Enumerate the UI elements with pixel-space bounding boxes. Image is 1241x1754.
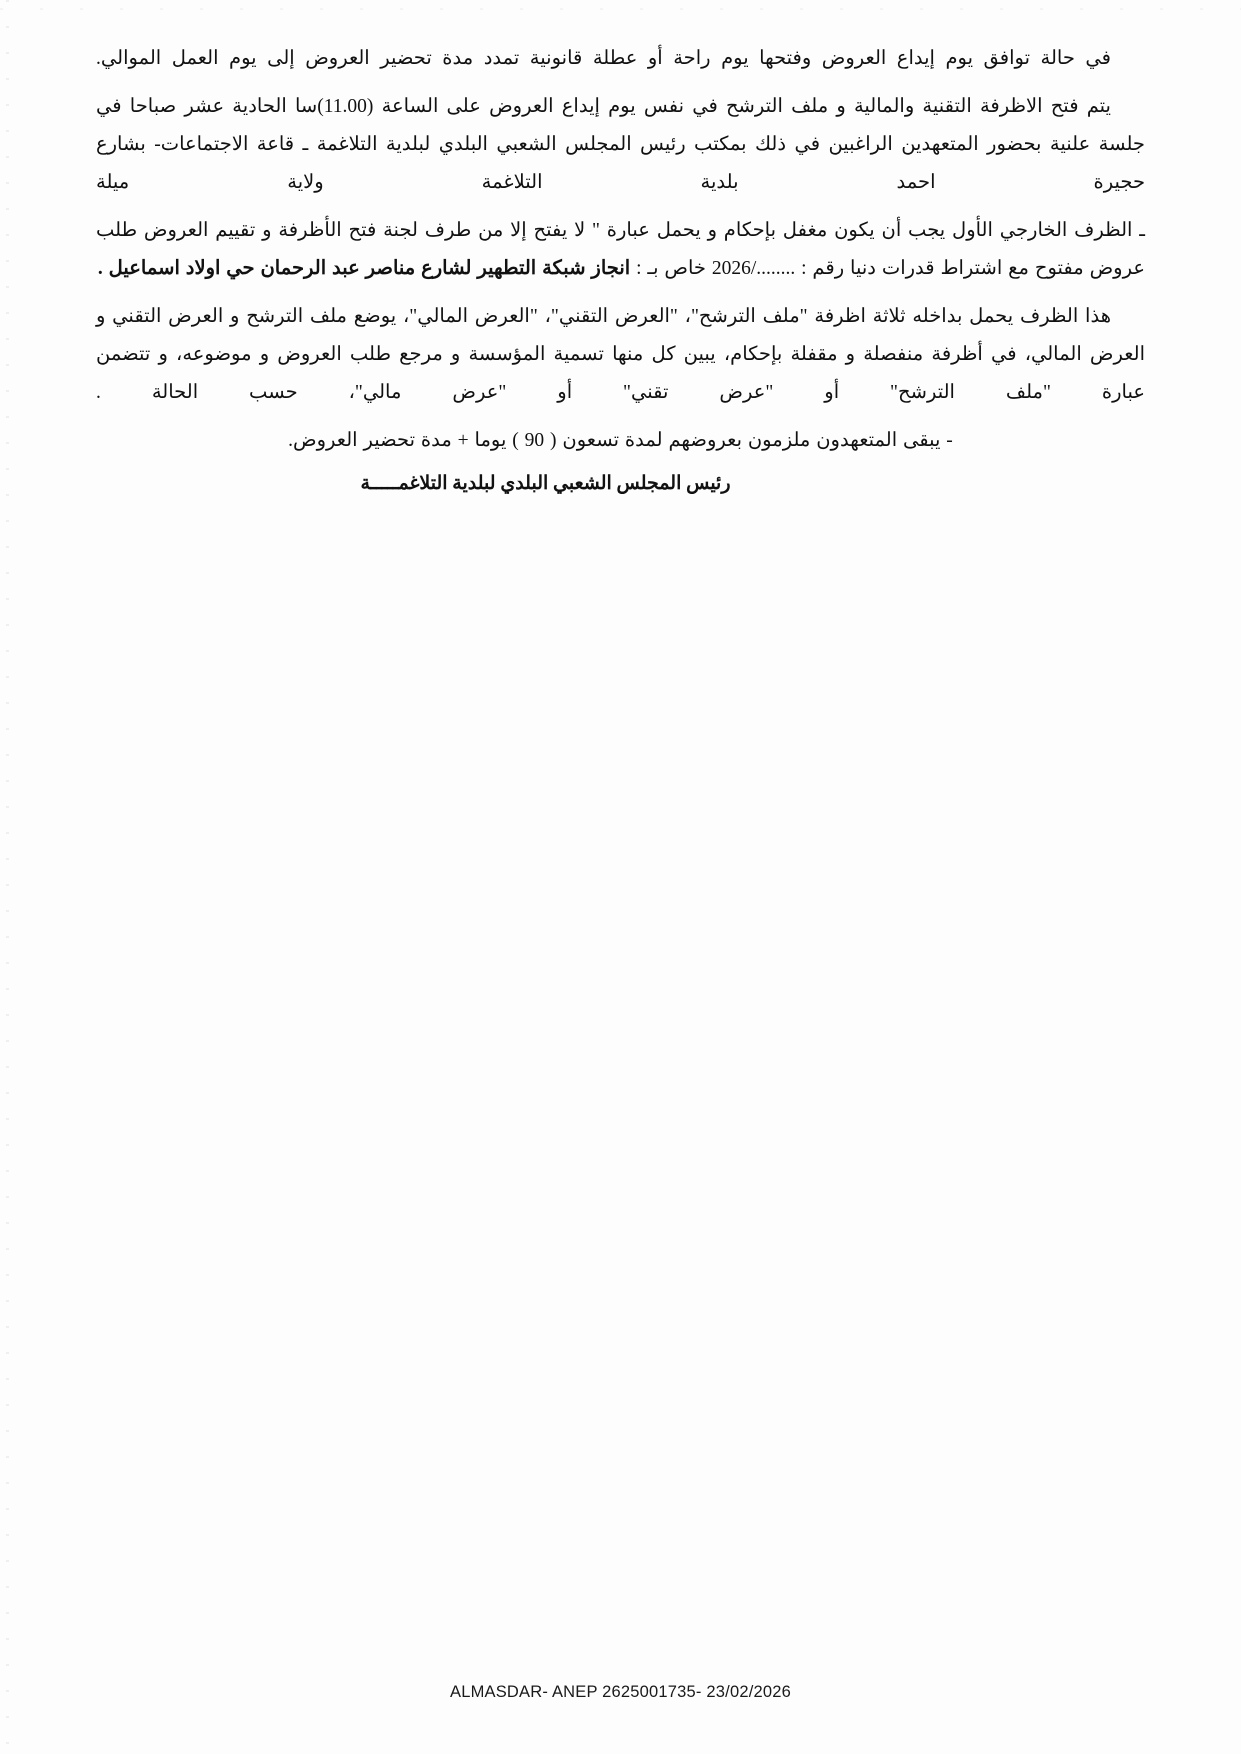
footer-reference: ALMASDAR- ANEP 2625001735- 23/02/2026: [450, 1683, 791, 1701]
outer-envelope-text: ـ الظرف الخارجي الأول يجب أن يكون مغفل بإحكام و يحمل عبارة " لا يفتح إلا من طرف لجنة فتح الأظرفة و تقييم العروض طلب عروض مفتوح مع اشتراط قدرات دنيا رقم : ......../2026 خاص بـ :: [96, 220, 1145, 280]
scan-artifact-left-edge: [6, 0, 9, 1754]
paragraph-outer-envelope: [96, 212, 1145, 288]
paragraph-envelope-opening-session: يتم فتح الاظرفة التقنية والمالية و ملف الترشح في نفس يوم إيداع العروض على الساعة (11.00)سا الحادية عشر صباحا في جلسة علنية بحضور المتعهدين الراغبين في ذلك بمكتب رئيس المجلس الشعبي البلدي لبلدية التلاغمة ـ قاعة الاجتماعات- بشارع حجيرة احمد بلدية التلاغمة ولاية ميلة: [96, 96, 1145, 194]
document-body: [96, 40, 1145, 495]
paragraph-three-inner-envelopes: هذا الظرف يحمل بداخله ثلاثة اظرفة "ملف الترشح"، "العرض التقني"، "العرض المالي"، يوضع ملف الترشح و العرض التقني و العرض المالي، في أظرفة منفصلة و مقفلة بإحكام، يبين كل منها تسمية المؤسسة و مرجع طلب العروض و موضوعه، و تتضمن عبارة "ملف الترشح" أو "عرض تقني" أو "عرض مالي"، حسب الحالة .: [96, 306, 1145, 404]
paragraph-bid-validity: - يبقى المتعهدون ملزمون بعروضهم لمدة تسعون ( 90 ) يوما + مدة تحضير العروض.: [288, 430, 953, 452]
paragraph-deadline-extension: في حالة توافق يوم إيداع العروض وفتحها يوم راحة أو عطلة قانونية تمدد مدة تحضير العروض إلى يوم العمل الموالي.: [96, 48, 1111, 69]
project-title-bold: انجاز شبكة التطهير لشارع مناصر عبد الرحمان حي اولاد اسماعيل .: [97, 258, 631, 280]
scan-artifact-top-edge: [0, 8, 1241, 10]
signature-block: رئيس المجلس الشعبي البلدي لبلدية التلاغمـــــة: [360, 473, 731, 495]
